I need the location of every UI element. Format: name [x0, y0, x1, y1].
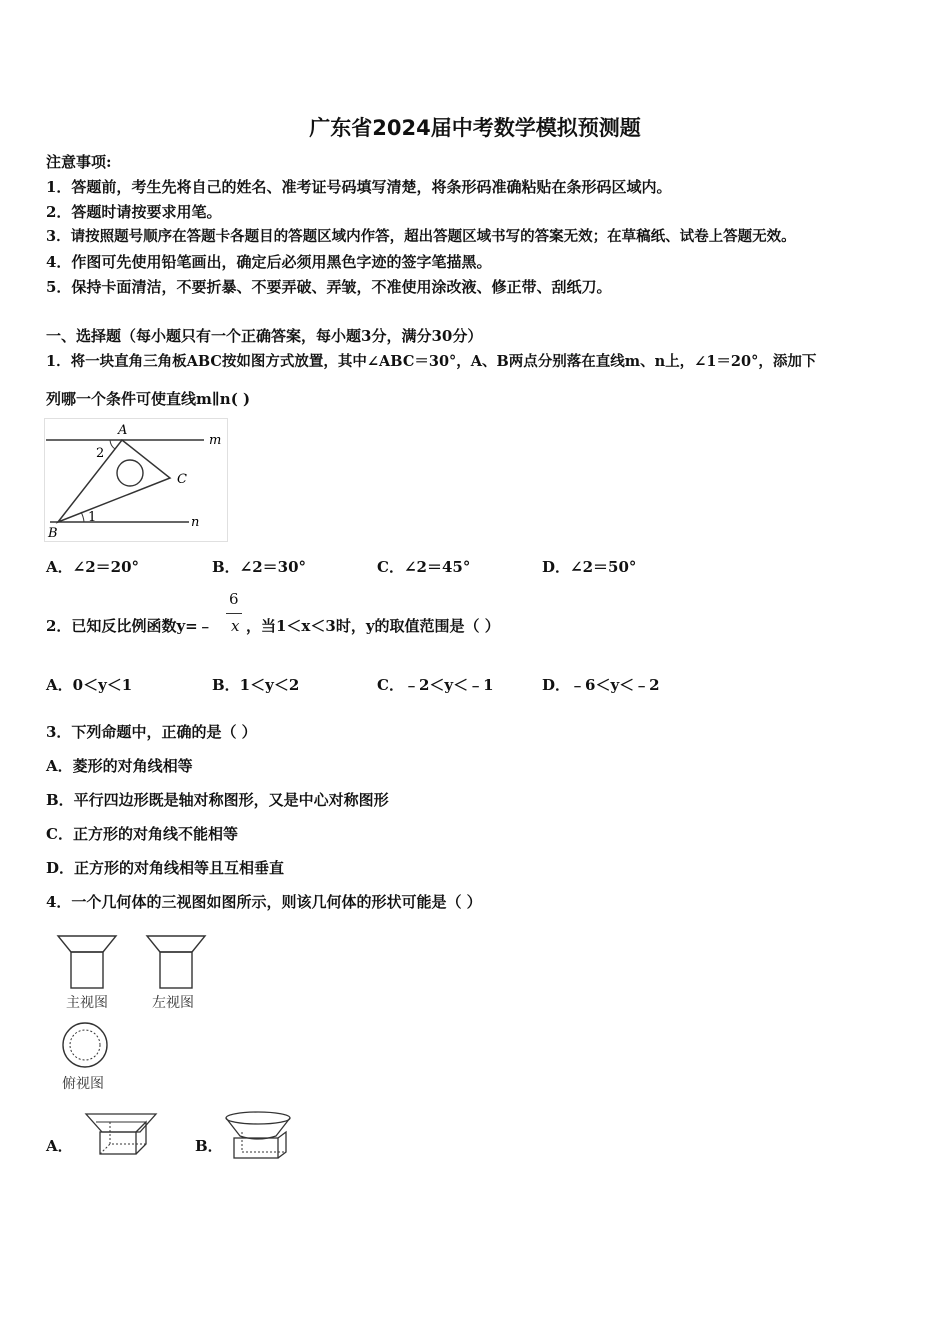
left-view-label: 左视图 [152, 995, 194, 1011]
q1-option-c: C．∠2＝45° [377, 558, 471, 576]
notice-item: 2．答题时请按要求用笔。 [46, 203, 222, 221]
label-m: m [209, 433, 222, 448]
front-view-label: 主视图 [66, 995, 108, 1011]
box-hidden-diagonal [100, 1144, 110, 1154]
triangle-hole [117, 460, 143, 486]
q2-stem-prefix: 2．已知反比例函数y=﹣ [46, 617, 213, 635]
q2-option-c: C．﹣2＜y＜﹣1 [377, 676, 494, 694]
section-heading: 一、选择题（每小题只有一个正确答案，每小题3分，满分30分） [46, 327, 483, 345]
q1-option-a: A．∠2＝20° [46, 558, 140, 576]
q2-option-a: A．0＜y＜1 [46, 676, 133, 694]
q4-option-b: B． [195, 1137, 223, 1155]
notice-item: 1．答题前，考生先将自己的姓名、准考证号码填写清楚，将条形码准确粘贴在条形码区域内。 [46, 178, 672, 196]
top-view-inner-circle [70, 1030, 100, 1060]
notice-item: 4．作图可先使用铅笔画出，确定后必须用黑色字迹的签字笔描黑。 [46, 253, 492, 271]
q1-stem-line1: 1．将一块直角三角板ABC按如图方式放置，其中∠ABC＝30°，A、B两点分别落在直线m、n上，∠1＝20°，添加下 [46, 353, 817, 370]
prism-side [278, 1132, 286, 1158]
label-a: A [118, 423, 128, 438]
label-c: C [177, 472, 187, 487]
left-view-top [147, 936, 205, 952]
prism-front [234, 1138, 278, 1158]
q2-fraction-denominator: x [231, 617, 240, 635]
angle-1-arc [81, 512, 84, 522]
q2-option-b: B．1＜y＜2 [212, 676, 300, 694]
prism-hidden-edges [242, 1132, 286, 1152]
q1-option-b: B．∠2＝30° [212, 558, 307, 576]
label-angle-1: 1 [88, 510, 97, 525]
box-front [100, 1132, 136, 1154]
q2-option-d: D．﹣6＜y＜﹣2 [542, 676, 660, 694]
q3-option-d: D．正方形的对角线相等且互相垂直 [46, 859, 285, 877]
q2-fraction-bar [226, 613, 242, 614]
front-view-body [71, 952, 103, 988]
q1-stem-line2: 列哪一个条件可使直线m∥n( ) [46, 390, 251, 408]
q3-option-a: A．菱形的对角线相等 [46, 757, 193, 775]
label-n: n [191, 515, 200, 530]
q3-option-b: B．平行四边形既是轴对称图形，又是中心对称图形 [46, 791, 389, 809]
q3-stem: 3．下列命题中，正确的是（ ） [46, 723, 257, 741]
label-b: B [48, 526, 58, 541]
triangle-abc [58, 440, 170, 522]
q3-option-c: C．正方形的对角线不能相等 [46, 825, 238, 843]
label-angle-2: 2 [96, 446, 105, 461]
left-view-body [160, 952, 192, 988]
q4-option-a-figure [84, 1108, 164, 1160]
q2-fraction-numerator: 6 [229, 590, 239, 608]
notice-item: 5．保持卡面清洁，不要折暴、不要弄破、弄皱，不准使用涂改液、修正带、刮纸刀。 [46, 278, 612, 296]
notice-item: 3．请按照题号顺序在答题卡各题目的答题区域内作答，超出答题区域书写的答案无效；在草稿纸、试卷上答题无效。 [46, 228, 796, 245]
q1-triangle-figure [44, 418, 228, 542]
q4-option-b-figure [222, 1108, 302, 1164]
q1-option-d: D．∠2＝50° [542, 558, 637, 576]
page-title: 广东省2024届中考数学模拟预测题 [309, 116, 641, 140]
figure-border [45, 419, 228, 542]
angle-2-arc [110, 440, 115, 449]
q2-stem-suffix: ，当1＜x＜3时，y的取值范围是（ ） [246, 617, 500, 635]
q4-stem: 4．一个几何体的三视图如图所示，则该几何体的形状可能是（ ） [46, 893, 482, 911]
notice-heading: 注意事项: [46, 153, 112, 171]
box-hidden-edges [110, 1122, 146, 1144]
top-view-label: 俯视图 [62, 1076, 104, 1092]
bowl-rim [226, 1112, 290, 1124]
q4-three-views [50, 930, 220, 1095]
front-view-top [58, 936, 116, 952]
q4-option-a: A． [46, 1137, 73, 1155]
